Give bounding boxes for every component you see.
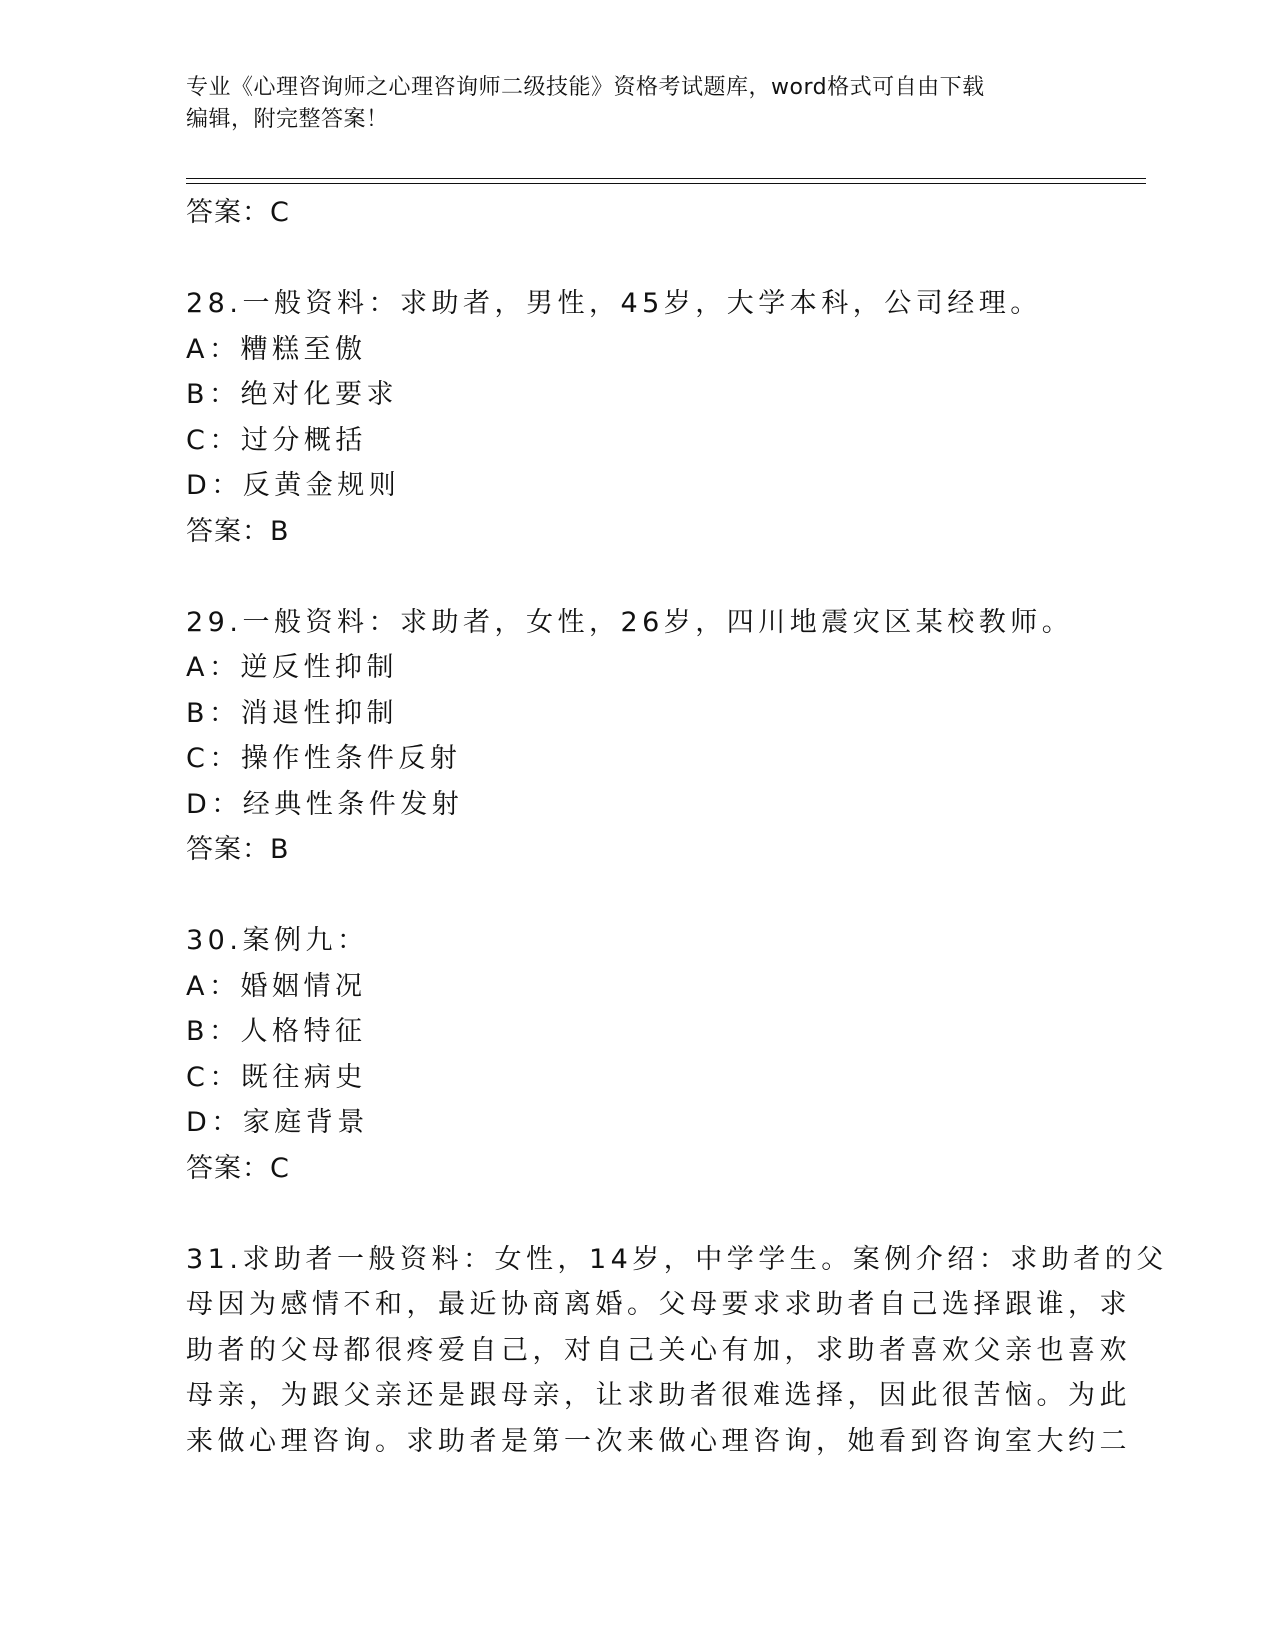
question-stem: 29.一般资料：求助者，女性，26岁，四川地震灾区某校教师。 xyxy=(186,606,1074,638)
question-31 xyxy=(186,1237,1168,1465)
header-line-1: 专业《心理咨询师之心理咨询师二级技能》资格考试题库，word格式可自由下载 xyxy=(186,75,985,100)
paragraph-line: 来做心理咨询。求助者是第一次来做心理咨询，她看到咨询室大约二 xyxy=(186,1425,1131,1457)
option-a: A：逆反性抑制 xyxy=(186,652,398,683)
header-rule-bottom xyxy=(186,183,1146,184)
option-d: D：反黄金规则 xyxy=(186,470,401,501)
option-b: B：消退性抑制 xyxy=(186,697,399,729)
document-body xyxy=(186,190,1168,1464)
page-header xyxy=(186,72,1076,136)
spacer xyxy=(186,1191,1086,1237)
header-rule-top xyxy=(186,178,1146,179)
option-d: D：经典性条件发射 xyxy=(186,788,464,820)
option-b: B：绝对化要求 xyxy=(186,379,399,410)
spacer xyxy=(186,554,1086,600)
answer: 答案：B xyxy=(186,515,290,547)
spacer xyxy=(186,236,1086,282)
option-c: C：过分概括 xyxy=(186,424,367,456)
question-stem: 30.案例九： xyxy=(186,925,369,956)
question-stem: 28.一般资料：求助者，男性，45岁，大学本科，公司经理。 xyxy=(186,288,1042,319)
option-c: C：既往病史 xyxy=(186,1061,367,1093)
question-30 xyxy=(186,918,1086,1191)
option-c: C：操作性条件反射 xyxy=(186,743,462,774)
option-a: A：婚姻情况 xyxy=(186,970,367,1002)
paragraph-line: 31.求助者一般资料：女性，14岁，中学学生。案例介绍：求助者的父 xyxy=(186,1243,1168,1275)
answer: 答案：B xyxy=(186,834,290,865)
header-line-2: 编辑，附完整答案！ xyxy=(186,107,389,132)
paragraph-line: 母因为感情不和，最近协商离婚。父母要求求助者自己选择跟谁，求 xyxy=(186,1289,1131,1320)
spacer xyxy=(186,873,1086,919)
option-d: D：家庭背景 xyxy=(186,1107,369,1138)
option-a: A：糟糕至傲 xyxy=(186,333,367,365)
answer-27: 答案：C xyxy=(186,197,290,228)
question-29 xyxy=(186,600,1086,873)
option-b: B：人格特征 xyxy=(186,1016,367,1047)
answer: 答案：C xyxy=(186,1152,290,1184)
paragraph-line: 母亲，为跟父亲还是跟母亲，让求助者很难选择，因此很苦恼。为此 xyxy=(186,1380,1131,1411)
paragraph-line: 助者的父母都很疼爱自己，对自己关心有加，求助者喜欢父亲也喜欢 xyxy=(186,1334,1131,1366)
question-28 xyxy=(186,281,1086,554)
